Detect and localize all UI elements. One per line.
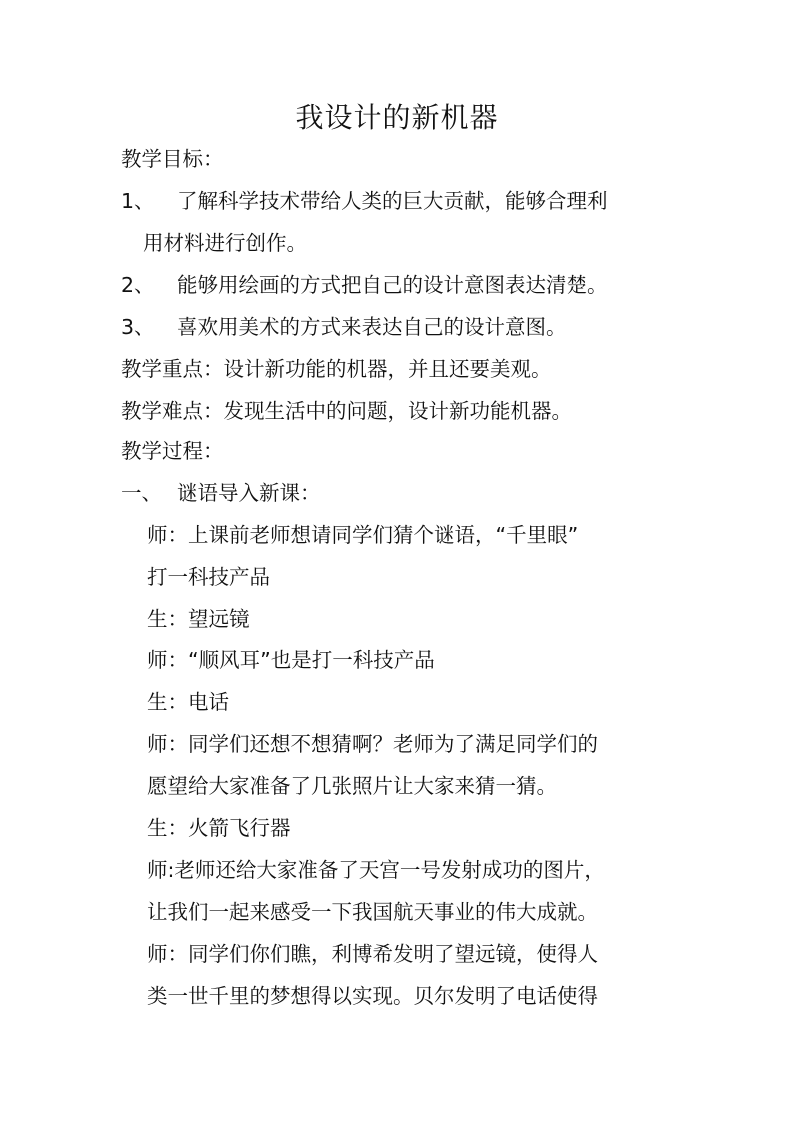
dialogue-line: 让我们一起来感受一下我国航天事业的伟大成就。 <box>147 900 598 924</box>
dialogue-line: 师:老师还给大家准备了天宫一号发射成功的图片， <box>147 858 605 882</box>
goals-heading: 教学目标： <box>121 147 224 171</box>
dialogue-line: 师：上课前老师想请同学们猜个谜语，“千里眼” <box>147 523 579 547</box>
dialogue-line: 生：望远镜 <box>147 607 250 631</box>
dialogue-line: 生：电话 <box>147 690 229 714</box>
dialogue-line: 打一科技产品 <box>147 565 270 589</box>
goal-item-1 <box>121 186 608 216</box>
dialogue-line: 师：同学们还想不想猜啊？老师为了满足同学们的 <box>147 732 598 756</box>
section-text: 谜语导入新课： <box>177 481 321 505</box>
section-number: 一、 <box>121 481 162 505</box>
dialogue-line: 愿望给大家准备了几张照片让大家来猜一猜。 <box>147 774 557 798</box>
key-point: 教学重点：设计新功能的机器，并且还要美观。 <box>121 357 552 381</box>
goal-text: 能够用绘画的方式把自己的设计意图表达清楚。 <box>177 273 608 297</box>
dialogue-line: 师：同学们你们瞧，利博希发明了望远镜，使得人 <box>147 942 598 966</box>
goal-item-2 <box>121 270 608 300</box>
dialogue-line: 生：火箭飞行器 <box>147 816 291 840</box>
dialogue-line: 师：“顺风耳”也是打一科技产品 <box>147 648 435 672</box>
goal-number: 2、 <box>121 273 155 297</box>
goal-item-1-continuation: 用材料进行创作。 <box>143 231 307 255</box>
page-title: 我设计的新机器 <box>295 101 499 134</box>
goal-text: 喜欢用美术的方式来表达自己的设计意图。 <box>177 315 567 339</box>
section-heading <box>121 478 321 508</box>
goal-text: 了解科学技术带给人类的巨大贡献，能够合理利 <box>177 189 608 213</box>
dialogue-line: 类一世千里的梦想得以实现。贝尔发明了电话使得 <box>147 984 598 1008</box>
goal-number: 3、 <box>121 315 155 339</box>
process-heading: 教学过程： <box>121 439 224 463</box>
difficulty: 教学难点：发现生活中的问题，设计新功能机器。 <box>121 399 572 423</box>
goal-number: 1、 <box>121 189 155 213</box>
goal-item-3 <box>121 312 567 342</box>
